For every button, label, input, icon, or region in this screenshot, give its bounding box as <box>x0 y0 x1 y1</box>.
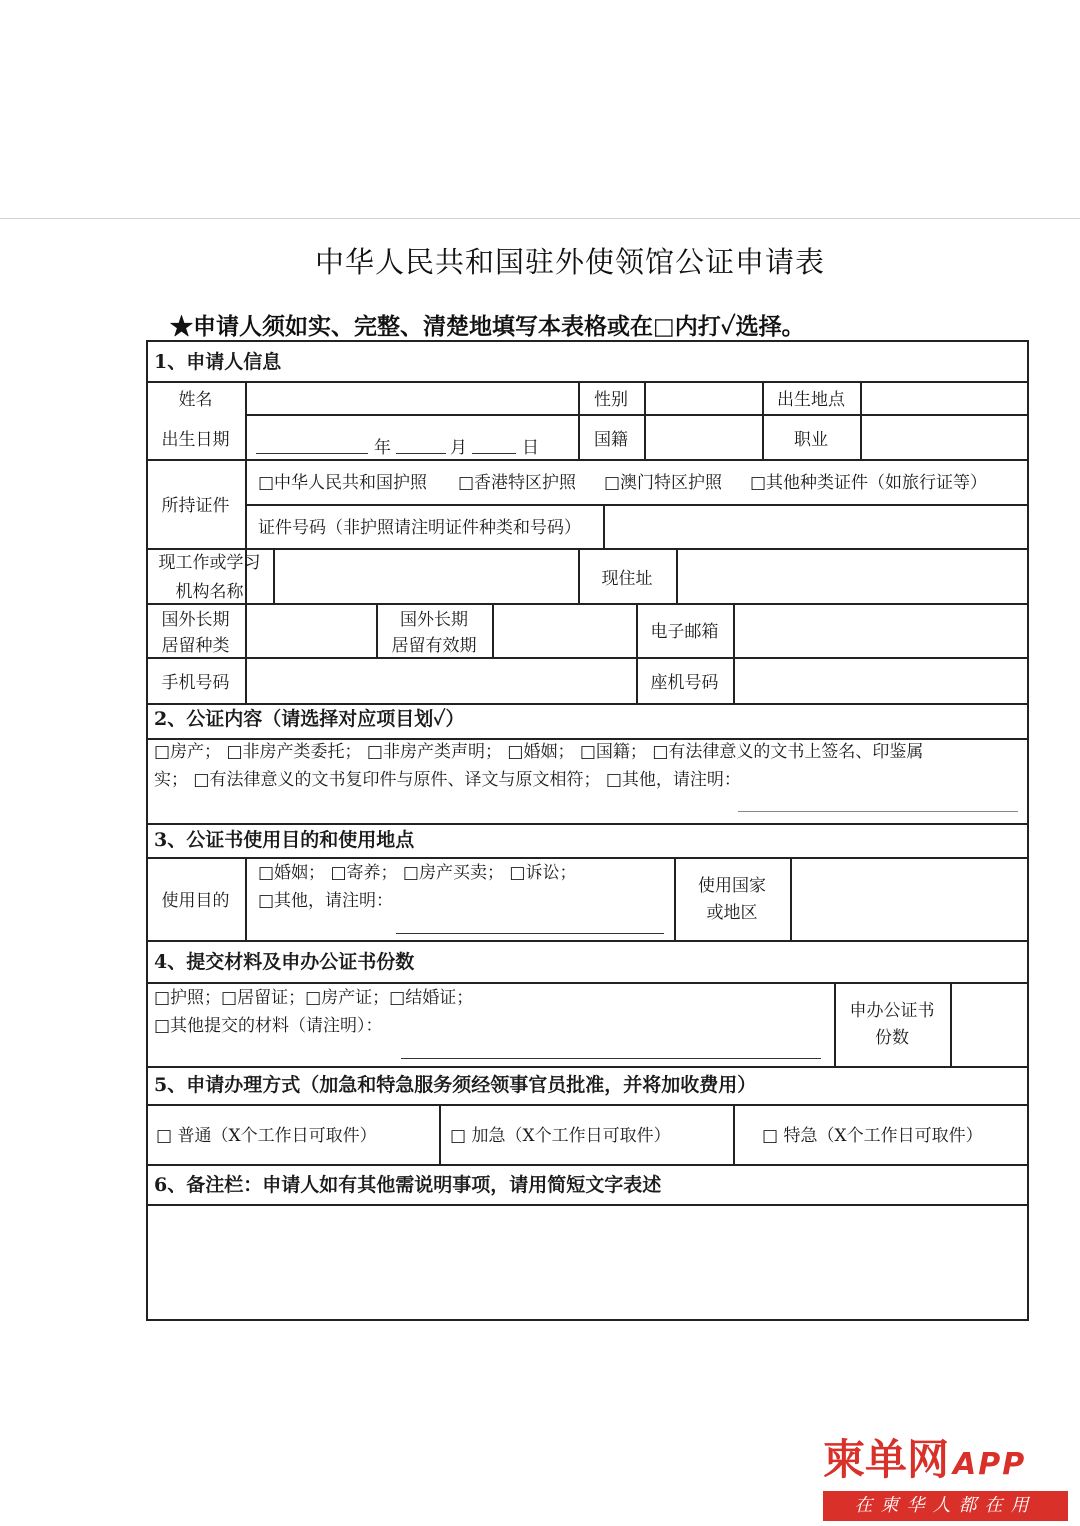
notary-content-options-line1[interactable]: □房产； □非房产类委托； □非房产类声明； □婚姻； □国籍； □有法律意义的文书上签名、印鉴属 <box>154 742 924 762</box>
occupation-label: 职业 <box>794 430 828 450</box>
country-field[interactable] <box>793 860 1025 938</box>
birthplace-field[interactable] <box>863 384 1025 414</box>
copies-label-l2: 份数 <box>875 1028 909 1048</box>
service-express-checkbox[interactable]: □ 加急（X个工作日可取件） <box>450 1126 671 1146</box>
birthdate-label: 出生日期 <box>161 430 230 450</box>
section2-header: 2、公证内容（请选择对应项目划✓） <box>154 708 465 730</box>
form-border-bottom <box>146 1319 1029 1321</box>
mobile-label: 手机号码 <box>161 673 230 693</box>
landline-label: 座机号码 <box>650 673 719 693</box>
section4-header: 4、提交材料及申办公证书份数 <box>154 951 415 973</box>
application-form <box>146 340 1029 1321</box>
mobile-field[interactable] <box>248 660 634 701</box>
id-number-label: 证件号码（非护照请注明证件种类和号码） <box>258 518 581 538</box>
copies-label-l1: 申办公证书 <box>849 1001 935 1021</box>
watermark-slogan: 在柬华人都在用 <box>823 1491 1068 1521</box>
prc-passport-checkbox[interactable]: □中华人民共和国护照 <box>258 473 428 493</box>
purpose-options[interactable]: □婚姻； □寄养； □房产买卖； □诉讼； <box>258 863 577 883</box>
notary-other-field[interactable] <box>738 811 1018 812</box>
materials-other-field[interactable] <box>401 1058 821 1059</box>
country-label-l2: 或地区 <box>706 903 758 923</box>
form-border-right <box>1027 340 1029 1321</box>
instruction-notice: ★申请人须如实、完整、清楚地填写本表格或在□内打✓选择。 <box>170 313 805 340</box>
gender-label: 性别 <box>594 390 628 410</box>
work-label-line2: 机构名称 <box>175 582 244 602</box>
work-label-line1: 现工作或学习 <box>158 553 261 573</box>
form-border-left <box>146 340 148 1321</box>
day-label: 日 <box>522 438 539 458</box>
materials-other-checkbox[interactable]: □其他提交的材料（请注明）： <box>154 1016 383 1036</box>
occupation-field[interactable] <box>863 417 1025 457</box>
nationality-label: 国籍 <box>594 430 628 450</box>
birth-month-field[interactable] <box>396 453 446 454</box>
birth-year-field[interactable] <box>256 453 368 454</box>
address-label: 现住址 <box>601 569 653 589</box>
purpose-label: 使用目的 <box>161 891 230 911</box>
residence-type-field[interactable] <box>248 606 374 655</box>
section1-header: 1、申请人信息 <box>154 351 282 373</box>
purpose-other-field[interactable] <box>396 933 664 934</box>
month-label: 月 <box>450 438 467 458</box>
year-label: 年 <box>374 438 391 458</box>
service-urgent-checkbox[interactable]: □ 特急（X个工作日可取件） <box>762 1126 983 1146</box>
service-normal-checkbox[interactable]: □ 普通（X个工作日可取件） <box>156 1126 377 1146</box>
gender-field[interactable] <box>647 384 760 414</box>
residence-type-label-l2: 居留种类 <box>161 636 230 656</box>
id-number-field[interactable] <box>606 507 1025 546</box>
country-label-l1: 使用国家 <box>698 876 766 896</box>
watermark-brand: 柬单网 APP <box>823 1435 1027 1484</box>
form-title: 中华人民共和国驻外使领馆公证申请表 <box>314 245 825 279</box>
notary-content-options-line2[interactable]: 实； □有法律意义的文书复印件与原件、译文与原文相符； □其他，请注明： <box>154 770 741 790</box>
section6-header: 6、备注栏：申请人如有其他需说明事项，请用简短文字表述 <box>154 1174 662 1196</box>
copies-field[interactable] <box>953 985 1025 1064</box>
scan-edge-line <box>0 218 1080 219</box>
purpose-other-checkbox[interactable]: □其他，请注明： <box>258 891 394 911</box>
email-field[interactable] <box>736 606 1025 655</box>
address-field[interactable] <box>679 551 1025 601</box>
residence-validity-label-l1: 国外长期 <box>400 610 468 630</box>
form-border-top <box>146 340 1029 342</box>
name-field[interactable] <box>248 384 576 414</box>
section3-header: 3、公证书使用目的和使用地点 <box>154 829 415 851</box>
work-institution-field[interactable] <box>276 551 576 601</box>
macau-passport-checkbox[interactable]: □澳门特区护照 <box>604 473 723 493</box>
materials-options[interactable]: □护照；□居留证；□房产证；□结婚证； <box>154 988 474 1008</box>
residence-validity-field[interactable] <box>495 606 634 655</box>
name-label: 姓名 <box>178 390 213 410</box>
residence-validity-label-l2: 居留有效期 <box>391 636 477 656</box>
birth-day-field[interactable] <box>472 453 516 454</box>
nationality-field[interactable] <box>647 417 760 457</box>
remarks-field[interactable] <box>149 1207 1026 1317</box>
hk-passport-checkbox[interactable]: □香港特区护照 <box>458 473 577 493</box>
section5-header: 5、申请办理方式（加急和特急服务须经领事官员批准，并将加收费用） <box>154 1074 757 1096</box>
residence-type-label-l1: 国外长期 <box>161 610 230 630</box>
other-id-checkbox[interactable]: □其他种类证件（如旅行证等） <box>750 473 988 493</box>
birthplace-label: 出生地点 <box>777 390 845 410</box>
id-held-label: 所持证件 <box>161 496 230 516</box>
email-label: 电子邮箱 <box>650 622 719 642</box>
landline-field[interactable] <box>736 660 1025 701</box>
